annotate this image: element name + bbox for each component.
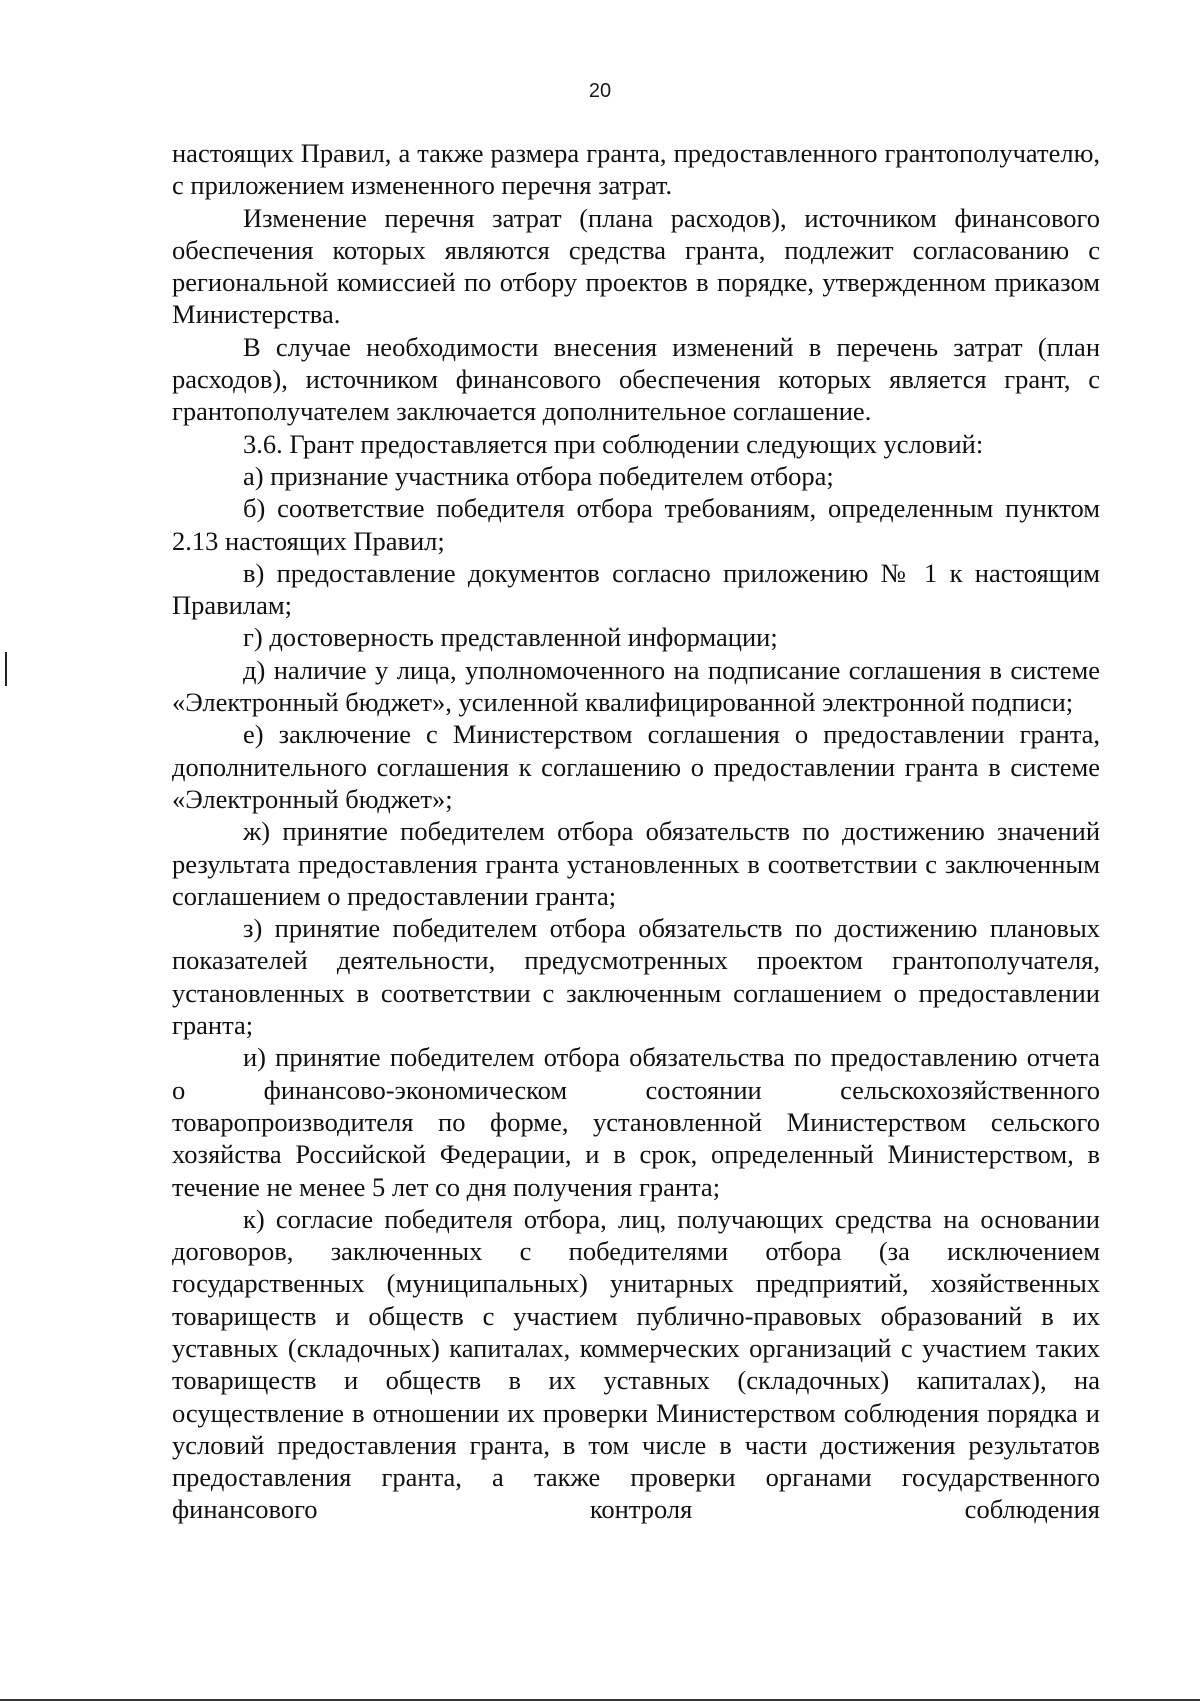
document-body	[172, 137, 1100, 1526]
list-item-v: в) предоставление документов согласно приложению № 1 к настоящим Правилам;	[172, 557, 1100, 621]
list-item-zh: ж) принятие победителем отбора обязательств по достижению значений результата предоставления гранта установленных в соответствии с заключенным соглашением о предоставлении гранта;	[172, 816, 1100, 911]
paragraph-cost-change: Изменение перечня затрат (плана расходов), источником финансового обеспечения которых являются средства гранта, подлежит согласованию с региональной комиссией по отбору проектов в порядке, утвержденном приказом Министерства.	[172, 202, 1100, 330]
paragraph-3-6-heading: 3.6. Грант предоставляется при соблюдении следующих условий:	[243, 428, 984, 459]
list-item-e: е) заключение с Министерством соглашения о предоставлении гранта, дополнительного соглашения к соглашению о предоставлении гранта в системе «Электронный бюджет»;	[172, 719, 1100, 814]
scan-edge-mark	[5, 652, 7, 686]
paragraph-continuation: настоящих Правил, а также размера гранта, предоставленного грантополучателю, с приложением измененного перечня затрат.	[172, 138, 1100, 201]
scan-bottom-line	[0, 1699, 1200, 1701]
list-item-g: г) достоверность представленной информации;	[243, 622, 778, 653]
list-item-k: к) согласие победителя отбора, лиц, получающих средства на основании договоров, заключенных с победителями отбора (за исключением государственных (муниципальных) унитарных предприятий, хозяйственных товариществ и обществ с участием публично-правовых образований в их уставных (складочных) капиталах, коммерческих организаций с участием таких товариществ и обществ в их уставных (складочных) капиталах), на осуществление в отношении их проверки Министерством соблюдения порядка и условий предоставления гранта, в том числе в части достижения результатов предоставления гранта, а также проверки органами государственного финансового контроля соблюдения	[172, 1203, 1100, 1525]
page-number: 20	[588, 80, 612, 102]
list-item-b: б) соответствие победителя отбора требованиям, определенным пунктом 2.13 настоящих Правил;	[172, 493, 1100, 556]
list-item-z: з) принятие победителем отбора обязательств по достижению плановых показателей деятельности, предусмотренных проектом грантополучателя, установленных в соответствии с заключенным соглашением о предоставлении гранта;	[172, 913, 1100, 1041]
paragraph-additional-agreement: В случае необходимости внесения изменений в перечень затрат (план расходов), источником финансового обеспечения которых является грант, с грантополучателем заключается дополнительное соглашение.	[172, 331, 1100, 427]
list-item-i: и) принятие победителем отбора обязательства по предоставлению отчета о финансово-экономическом состоянии сельскохозяйственного товаропроизводителя по форме, установленной Министерством сельского хозяйства Российской Федерации, и в срок, определенный Министерством, в течение не менее 5 лет со дня получения гранта;	[172, 1042, 1100, 1202]
list-item-a: а) признание участника отбора победителем отбора;	[243, 460, 834, 491]
list-item-d: д) наличие у лица, уполномоченного на подписание соглашения в системе «Электронный бюджет», усиленной квалифицированной электронной подписи;	[172, 654, 1100, 718]
